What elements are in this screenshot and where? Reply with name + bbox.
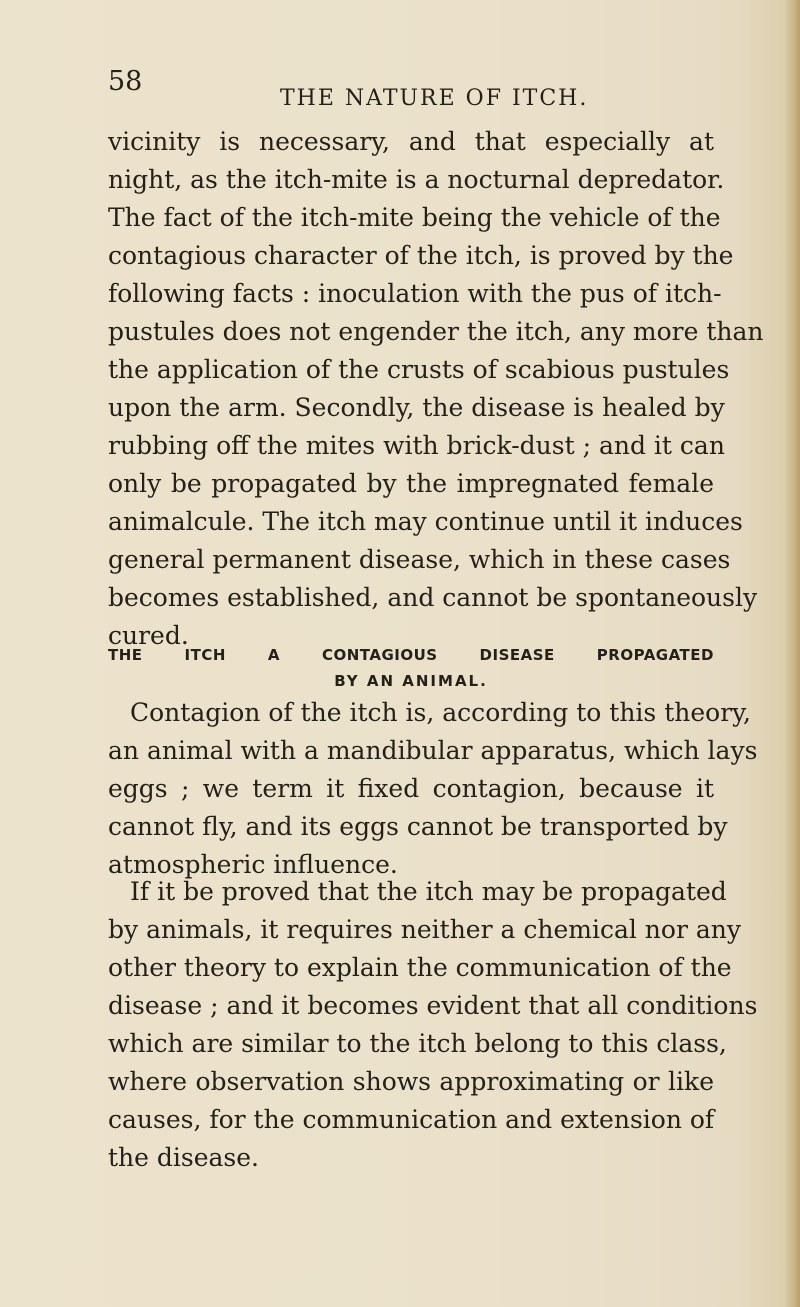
text-line: cured.	[108, 621, 189, 650]
text-line: night, as the itch-mite is a nocturnal depredator.	[108, 165, 725, 194]
page-number: 58	[108, 66, 143, 97]
text-line: general permanent disease, which in these cases	[108, 545, 731, 574]
text-line: The fact of the itch-mite being the vehicle of the	[108, 203, 721, 232]
section-heading-line-1: THE ITCH A CONTAGIOUS DISEASE PROPAGATED	[108, 646, 714, 664]
paragraph-continued	[108, 123, 764, 655]
text-line: rubbing off the mites with brick-dust ; and it can	[108, 431, 725, 460]
text-line: becomes established, and cannot be spontaneously	[108, 583, 758, 612]
running-head: THE NATURE OF ITCH.	[280, 86, 589, 111]
paragraph-propagation	[108, 873, 758, 1177]
text-line: contagious character of the itch, is proved by the	[108, 241, 734, 270]
text-line: an animal with a mandibular apparatus, which lays	[108, 736, 758, 765]
text-line: If it be proved that the itch may be propagated	[130, 877, 727, 906]
text-line: only be propagated by the impregnated female	[108, 469, 714, 498]
text-line: atmospheric influence.	[108, 850, 398, 879]
text-line: cannot fly, and its eggs cannot be transported by	[108, 812, 728, 841]
text-line: the disease.	[108, 1143, 259, 1172]
text-line: where observation shows approximating or like	[108, 1067, 714, 1096]
text-line: causes, for the communication and extension of	[108, 1105, 715, 1134]
text-line: by animals, it requires neither a chemical nor any	[108, 915, 741, 944]
section-heading	[108, 642, 714, 694]
page-edge	[786, 0, 800, 1307]
text-line: which are similar to the itch belong to this class,	[108, 1029, 727, 1058]
text-line: animalcule. The itch may continue until it induces	[108, 507, 743, 536]
text-line: other theory to explain the communication of the	[108, 953, 732, 982]
text-line: the application of the crusts of scabious pustules	[108, 355, 730, 384]
section-heading-line-2: BY AN ANIMAL.	[334, 672, 488, 690]
text-line: pustules does not engender the itch, any more than	[108, 317, 764, 346]
text-line: eggs ; we term it fixed contagion, because it	[108, 774, 714, 803]
text-line: disease ; and it becomes evident that all conditions	[108, 991, 758, 1020]
text-line: upon the arm. Secondly, the disease is healed by	[108, 393, 725, 422]
text-line: Contagion of the itch is, according to this theory,	[130, 698, 751, 727]
text-line: vicinity is necessary, and that especially at	[108, 127, 714, 156]
paragraph-contagion	[108, 694, 758, 884]
text-line: following facts : inoculation with the pus of itch-	[108, 279, 722, 308]
